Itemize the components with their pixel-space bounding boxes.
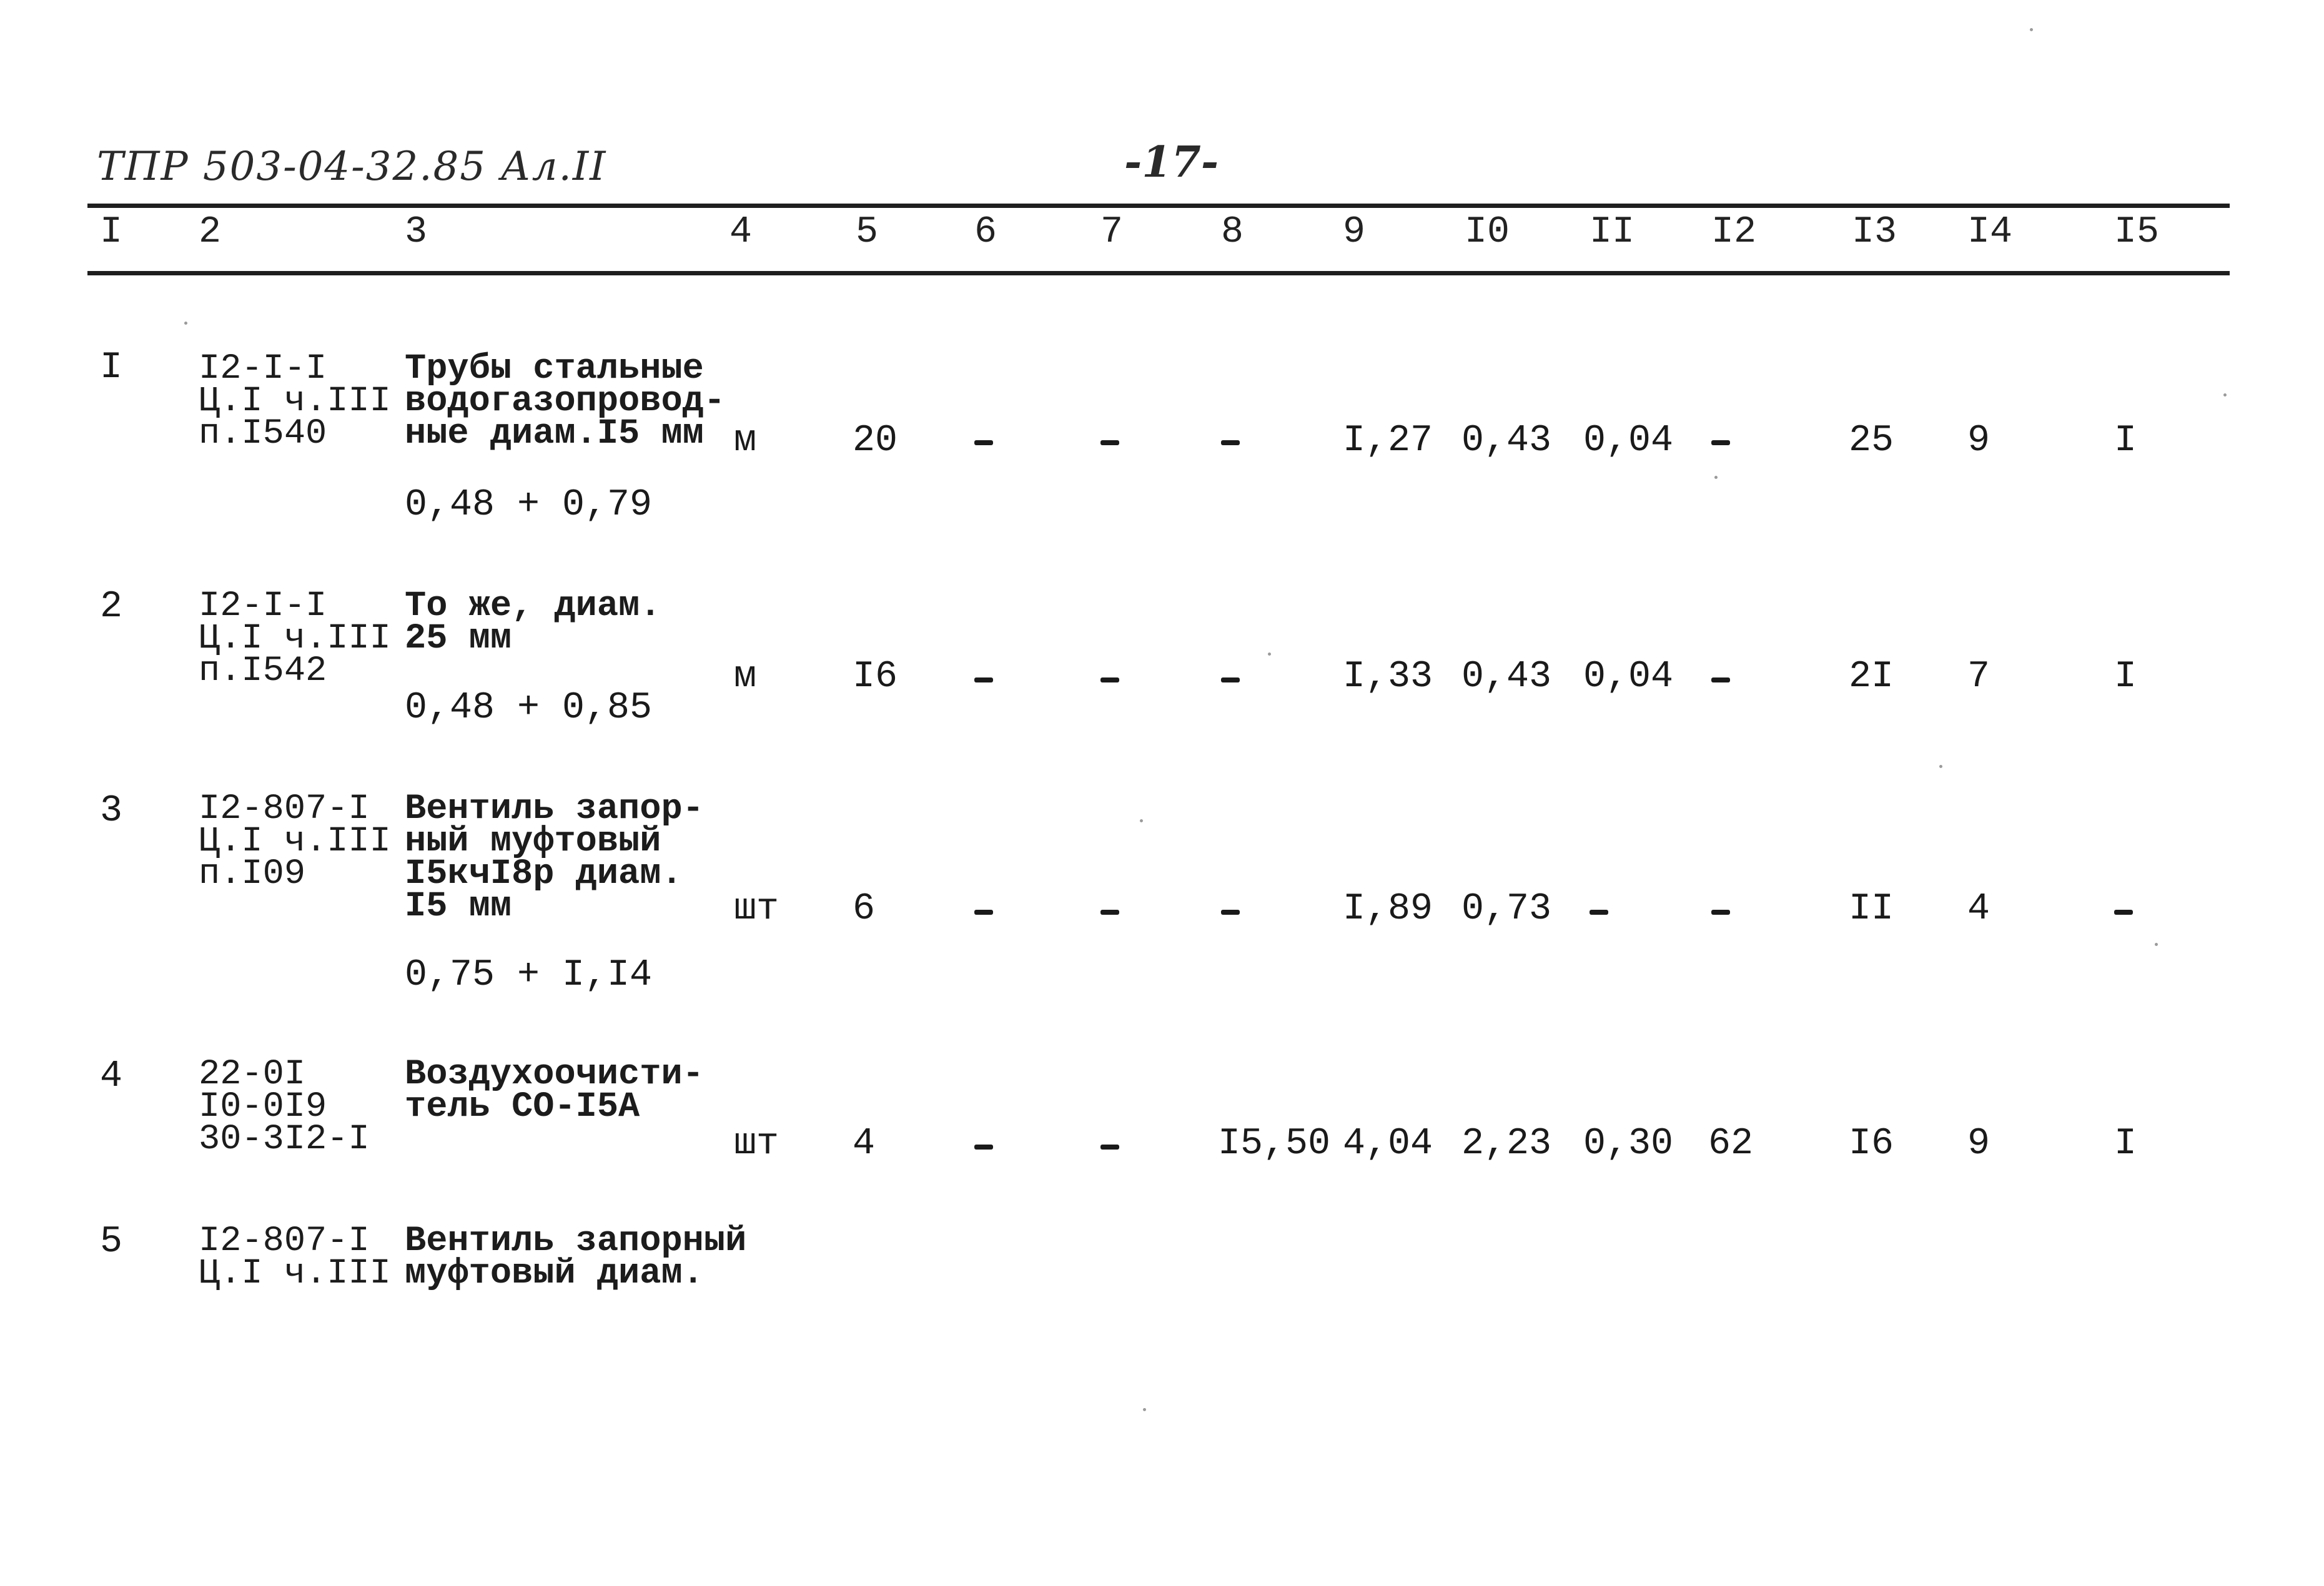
row-1-col6-dash <box>974 440 993 445</box>
scan-speck <box>1939 765 1942 768</box>
row-2-col14: 7 <box>1967 656 1990 698</box>
scan-speck <box>1143 1408 1146 1411</box>
header-bottom-rule <box>87 271 2230 275</box>
row-3-col8-dash <box>1221 910 1240 915</box>
row-1-col11: 0,04 <box>1583 420 1674 462</box>
row-2-name: То же, диам. 25 мм <box>405 586 661 659</box>
row-1-number: I <box>100 347 123 389</box>
row-3-name: Вентиль запор- ный муфтовый I5кчI8р диам. I5 мм <box>405 789 704 927</box>
column-header-13: I3 <box>1852 211 1897 254</box>
row-4-number: 4 <box>100 1055 123 1098</box>
column-header-6: 6 <box>974 211 997 254</box>
row-3-col13: II <box>1849 888 1894 930</box>
document-code: ТПР 503-04-32.85 Ал.II <box>97 144 607 190</box>
row-4-col8: I5,50 <box>1218 1123 1331 1165</box>
scan-speck <box>2030 28 2033 31</box>
column-header-5: 5 <box>856 211 879 254</box>
column-header-2: 2 <box>199 211 222 254</box>
row-3-col14: 4 <box>1967 888 1990 930</box>
row-4-col12: 62 <box>1708 1123 1754 1165</box>
row-5-code: I2-807-I Ц.I ч.III <box>199 1221 391 1294</box>
row-4-code: 22-0I I0-0I9 30-3I2-I <box>199 1055 370 1160</box>
row-4-col15: I <box>2114 1123 2137 1165</box>
scan-speck <box>1140 819 1143 822</box>
row-2-code: I2-I-I Ц.I ч.III п.I542 <box>199 586 391 691</box>
scan-speck <box>1714 476 1718 479</box>
row-3-number: 3 <box>100 790 123 832</box>
row-5-number: 5 <box>100 1221 123 1263</box>
row-4-col14: 9 <box>1967 1123 1990 1165</box>
row-2-col10: 0,43 <box>1461 656 1552 698</box>
row-3-unit: шт <box>734 888 779 930</box>
row-2-col13: 2I <box>1849 656 1894 698</box>
row-4-col9: 4,04 <box>1343 1123 1433 1165</box>
column-header-12: I2 <box>1711 211 1757 254</box>
row-4-quantity: 4 <box>853 1123 876 1165</box>
row-3-col9: I,89 <box>1343 888 1433 930</box>
column-header-3: 3 <box>405 211 428 254</box>
column-header-8: 8 <box>1221 211 1244 254</box>
column-header-1: I <box>100 211 123 254</box>
column-header-9: 9 <box>1343 211 1366 254</box>
row-1-col8-dash <box>1221 440 1240 445</box>
row-2-col8-dash <box>1221 677 1240 682</box>
row-2-col12-dash <box>1711 677 1730 682</box>
row-2-col6-dash <box>974 677 993 682</box>
scan-speck <box>1268 653 1271 656</box>
header-top-rule <box>87 204 2230 208</box>
row-1-col13: 25 <box>1849 420 1894 462</box>
row-2-col15: I <box>2114 656 2137 698</box>
column-header-10: I0 <box>1465 211 1510 254</box>
row-3-quantity: 6 <box>853 888 876 930</box>
row-3-col10: 0,73 <box>1461 888 1552 930</box>
row-3-code: I2-807-I Ц.I ч.III п.I09 <box>199 789 391 894</box>
row-2-unit: м <box>734 656 757 698</box>
row-4-unit: шт <box>734 1123 779 1165</box>
row-4-col6-dash <box>974 1145 993 1150</box>
row-2-formula: 0,48 + 0,85 <box>405 687 653 729</box>
row-3-formula: 0,75 + I,I4 <box>405 954 653 997</box>
row-3-col15-dash <box>2114 910 2133 915</box>
row-2-col11: 0,04 <box>1583 656 1674 698</box>
row-2-quantity: I6 <box>853 656 898 698</box>
row-3-col11-dash <box>1590 910 1608 915</box>
row-1-col15: I <box>2114 420 2137 462</box>
row-2-number: 2 <box>100 586 123 628</box>
scan-speck <box>2223 393 2227 396</box>
row-1-name: Трубы стальные водогазопровод- ные диам.I5 мм <box>405 349 726 454</box>
row-1-formula: 0,48 + 0,79 <box>405 484 653 526</box>
row-4-name: Воздухоочисти- тель СО-I5А <box>405 1055 704 1127</box>
row-1-code: I2-I-I Ц.I ч.III п.I540 <box>199 349 391 454</box>
row-5-name: Вентиль запорный муфтовый диам. <box>405 1221 747 1294</box>
column-header-14: I4 <box>1967 211 2013 254</box>
row-3-col12-dash <box>1711 910 1730 915</box>
column-header-7: 7 <box>1100 211 1124 254</box>
row-1-unit: м <box>734 420 757 462</box>
row-3-col7-dash <box>1100 910 1119 915</box>
column-header-11: II <box>1590 211 1635 254</box>
scan-speck <box>2155 943 2158 946</box>
row-1-col14: 9 <box>1967 420 1990 462</box>
row-4-col7-dash <box>1100 1145 1119 1150</box>
scan-speck <box>184 322 187 325</box>
row-1-quantity: 20 <box>853 420 898 462</box>
column-header-15: I5 <box>2114 211 2160 254</box>
row-2-col9: I,33 <box>1343 656 1433 698</box>
row-3-col6-dash <box>974 910 993 915</box>
row-1-col12-dash <box>1711 440 1730 445</box>
row-2-col7-dash <box>1100 677 1119 682</box>
row-4-col11: 0,30 <box>1583 1123 1674 1165</box>
page-number: -17- <box>1124 137 1219 187</box>
row-1-col9: I,27 <box>1343 420 1433 462</box>
column-header-4: 4 <box>729 211 753 254</box>
row-4-col10: 2,23 <box>1461 1123 1552 1165</box>
row-4-col13: I6 <box>1849 1123 1894 1165</box>
row-1-col7-dash <box>1100 440 1119 445</box>
row-1-col10: 0,43 <box>1461 420 1552 462</box>
